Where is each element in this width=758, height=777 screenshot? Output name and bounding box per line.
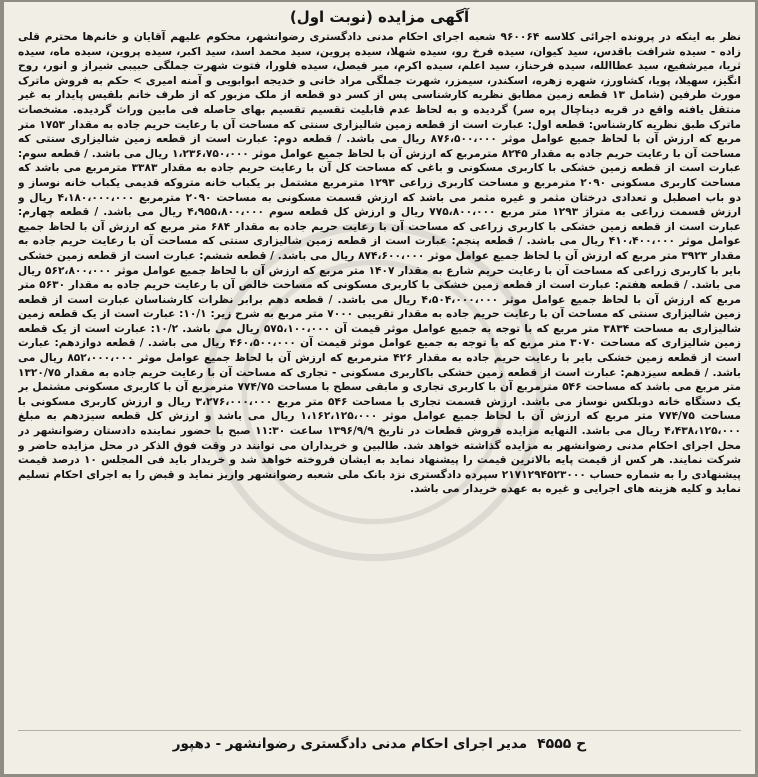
notice-title: آگهی مزایده (نوبت اول) xyxy=(289,8,470,26)
notice-footer xyxy=(18,730,741,757)
notice-body: نظر به اینکه در پرونده اجرائی کلاسه ۹۶۰۰۶۴ شعبه اجرای احکام مدنی دادگستری رضوانشهر، محکوم علیهم آقایان و خانم‌ها محترم قلی زاده - سیده شرافت باقدس، سید کیوان، سیده فرخ رو، سیده شهلا، سیده پروین، سید محمد اسد، سید اکبر، سیده پروین، سیده ماه، سیده ثریا، میرشفیع، سید عطاالله، سیده فرحناز، سید اعلم، سیده اکرم، میر فیصل، سیده فلورا، فتوت شهرت جملگی حبیبی شیراز و انور، روح انگیز، سهیلا، پویا، کشاورز، شهره زهره، اسکندر، سیمزر، شهرت جملگی مراد خانی و خدیجه ابوابویی و آمنه امیری > حکم به فروش ماترک مورث طرفین (شامل ۱۳ قطعه زمین مطابق نظریه کارشناسی پس از کسر دو قطعه از ملک مزبور که از طرف خانم بلقیس پایدار به غیر منتقل یافته واقع در قریه دیناچال پره سر) گردیده و به لحاظ عدم قابلیت تقسیم تقسیم بهای حاصله فی مابین وراث گردیده. مشخصات ماترک طبق نظریه کارشناس: قطعه اول: عبارت است از قطعه زمین شالیزاری سنتی که مساحت آن با رعایت حریم جاده به مقدار ۱۷۵۳ متر مربع که ارزش آن با لحاظ جمیع عوامل موثر ۸۷۶،۵۰۰،۰۰۰ ریال می باشد. / قطعه دوم: عبارت است از قطعه زمین شالیزاری سنتی که مساحت آن با رعایت حریم جاده به مقدار ۸۲۴۵ مترمربع که ارزش آن با لحاظ جمیع عوامل موثر ۱،۲۳۶،۷۵۰،۰۰۰ ریال می باشد. / قطعه سوم: عبارت است از قطعه زمین خشکی با کاربری مسکونی و باغی که مساحت کل آن با رعایت حریم جاده به مقدار ۳۳۸۳ مترمربع می باشد که مساحت کاربری مسکونی ۲۰۹۰ مترمربع و مساحت کاربری زراعی ۱۲۹۳ مترمربع مشتمل بر یکباب خانه متروکه قدیمی یکباب خانه نوساز و دو باب اصطبل و تعدادی درختان مثمر و غیره مثمر می باشد که ارزش قسمت مسکونی به مساحت ۲۰۹۰ مترمربع ۴،۱۸۰،۰۰۰،۰۰۰ ریال و ارزش قسمت زراعی به متراژ ۱۲۹۳ متر مربع ۷۷۵،۸۰۰،۰۰۰ ریال و ارزش کل قطعه سوم ۴،۹۵۵،۸۰۰،۰۰۰ ریال می باشد. / قطعه چهارم: عبارت است از قطعه زمین خشکی با کاربری زراعی که مساحت آن با رعایت حریم جاده به مقدار ۶۸۴ متر مربع که ارزش آن با لحاظ جمیع عوامل موثر ۴۱۰،۴۰۰،۰۰۰ ریال می باشد. / قطعه پنجم: عبارت است از قطعه زمین شالیزاری سنتی که مساحت آن با رعایت حریم جاده به مقدار ۳۹۲۳ متر مربع که ارزش آن با لحاظ جمیع عوامل موثر ۸۷۴،۶۰۰،۰۰۰ ریال می باشد. / قطعه ششم: عبارت است از قطعه زمین خشکی بایر با کاربری زراعی که مساحت آن با رعایت حریم شارع به مقدار ۱۴۰۷ متر مربع که ارزش آن با لحاظ جمیع عوامل موثر ۵۶۲،۸۰۰،۰۰۰ ریال می باشد. / قطعه هفتم: عبارت است از قطعه زمین خشکی با کاربری مسکونی که مساحت خالص آن با رعایت حریم جاده به مقدار ۵۶۳۰ متر مربع که ارزش آن با لحاظ جمیع عوامل موثر ۴،۵۰۴،۰۰۰،۰۰۰ ریال می باشد. / قطعه دهم برابر نظرات کارشناسان عبارت است از قطعه زمین شالیزاری سنتی که مساحت آن با رعایت حریم جاده به مقدار تقریبی ۷۰۰۰ متر مربع به شرح زیر: ۱۰/۱: عبارت است از یک قطعه زمین شالیزاری به مساحت ۳۸۳۴ متر مربع که با توجه به جمیع عوامل موثر قیمت آن ۵۷۵،۱۰۰،۰۰۰ ریال می باشد. ۱۰/۲: عبارت است از یک قطعه زمین شالیزاری که مساحت ۳۰۷۰ متر مربع که با توجه به جمیع عوامل موثر قیمت آن ۴۶۰،۵۰۰،۰۰۰ ریال می باشد. / قطعه دوازدهم: عبارت است از قطعه زمین خشکی بایر با رعایت حریم جاده به مقدار ۴۲۶ مترمربع که ارزش آن با لحاظ جمیع عوامل موثر ۸۵۲،۰۰۰،۰۰۰ ریال می باشد. / قطعه سیزدهم: عبارت است از قطعه زمین خشکی باکاربری مسکونی - تجاری که مساحت آن با رعایت حریم جاده به مقدار ۱۳۲۰/۷۵ متر مربع می باشد که مساحت ۵۴۶ مترمربع آن با کاربری تجاری و مابقی سطح با مساحت ۷۷۴/۷۵ مترمربع آن با کاربری مسکونی مشتمل بر یک دستگاه خانه دوبلکس نوساز می باشد. ارزش قسمت تجاری با مساحت ۵۴۶ متر مربع ۳،۲۷۶،۰۰۰،۰۰۰ ریال و ارزش کاربری مسکونی با مساحت ۷۷۴/۷۵ متر مربع که ارزش آن با لحاظ جمیع عوامل موثر ۱،۱۶۲،۱۲۵،۰۰۰ ریال می باشد و ارزش کل قطعه سیزدهم به مبلغ ۴،۴۳۸،۱۲۵،۰۰۰ ریال می باشد. النهایه مزایده فروش قطعات در تاریخ ۱۳۹۶/۹/۹ ساعت ۱۱:۳۰ صبح با حضور نماینده دادستان رضوانشهر در محل اجرای احکام مدنی رضوانشهر به مزایده گذاشته خواهد شد. طالبین و خریداران می توانند در وقت فوق الذکر در محل مزایده حاضر و شرکت نمایند. هر کس از قیمت پایه بالاترین قیمت را پیشنهاد نماید به ایشان فروخته خواهد شد و خریدار باید فی المجلس ۱۰ درصد قیمت پیشنهادی را به شماره حساب ۲۱۷۱۲۹۴۵۲۳۰۰۰ سپرده دادگستری نزد بانک ملی شعبه رضوانشهر واریز نماید و قبض را به اجرای احکام تسلیم نماید و کلیه هزینه های اجرایی و غیره به عهده خریدار می باشد. xyxy=(18,31,741,496)
notice-code: ح ۴۵۵۵ xyxy=(537,736,587,752)
notice-signature: مدیر اجرای احکام مدنی دادگستری رضوانشهر - دهپور xyxy=(172,736,528,752)
